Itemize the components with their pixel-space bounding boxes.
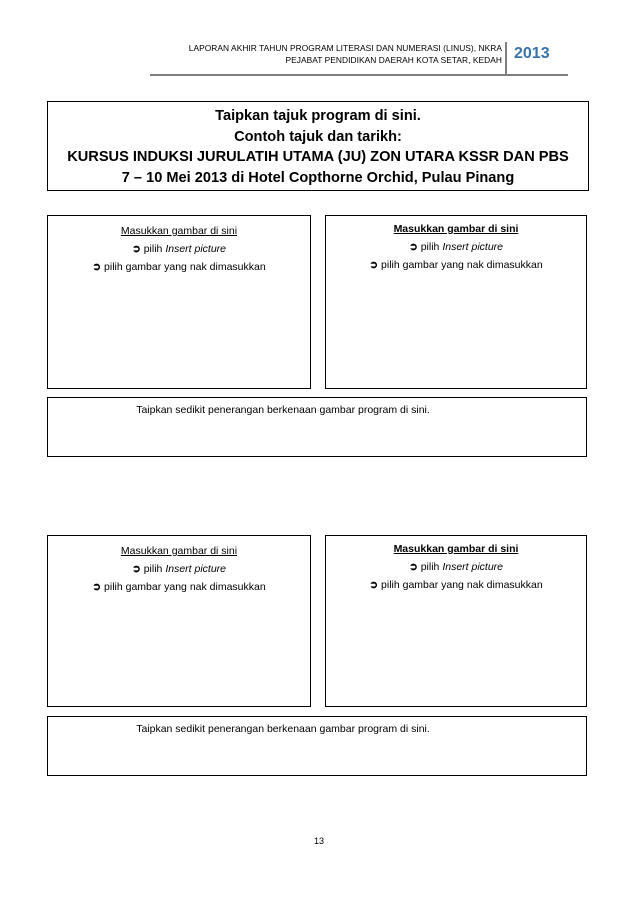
- header-text: [150, 42, 502, 66]
- image-placeholder-step-1: ➲ pilih Insert picture: [131, 563, 227, 575]
- description-box-2[interactable]: [47, 716, 587, 776]
- page-number: 13: [313, 836, 324, 846]
- image-placeholder-step-1: ➲ pilih Insert picture: [131, 243, 227, 255]
- description-text: Taipkan sedikit penerangan berkenaan gambar program di sini.: [136, 723, 430, 735]
- title-line-4: 7 – 10 Mei 2013 di Hotel Copthorne Orchid, Pulau Pinang: [121, 169, 515, 186]
- image-placeholder-title: Masukkan gambar di sini: [120, 225, 238, 237]
- arrow-icon: ➲: [369, 259, 379, 271]
- arrow-icon: ➲: [408, 241, 418, 253]
- image-placeholder-1[interactable]: [47, 215, 311, 389]
- arrow-icon: ➲: [92, 581, 102, 593]
- description-box-1[interactable]: [47, 397, 587, 457]
- image-placeholder-step-2: ➲ pilih gambar yang nak dimasukkan: [92, 261, 266, 273]
- image-placeholder-step-2: ➲ pilih gambar yang nak dimasukkan: [369, 259, 543, 271]
- header-divider: [505, 42, 507, 76]
- title-line-3: KURSUS INDUKSI JURULATIH UTAMA (JU) ZON UTARA KSSR DAN PBS: [67, 149, 569, 165]
- arrow-icon: ➲: [92, 261, 102, 273]
- arrow-icon: ➲: [408, 561, 418, 573]
- image-placeholder-title: Masukkan gambar di sini: [120, 545, 238, 557]
- header-year: 2013: [514, 45, 550, 62]
- image-placeholder-title: Masukkan gambar di sini: [393, 543, 519, 555]
- title-line-1: Taipkan tajuk program di sini.: [215, 108, 421, 124]
- image-placeholder-step-2: ➲ pilih gambar yang nak dimasukkan: [369, 579, 543, 591]
- description-text: Taipkan sedikit penerangan berkenaan gambar program di sini.: [136, 404, 430, 416]
- image-placeholder-3[interactable]: [47, 535, 311, 707]
- image-placeholder-step-1: ➲ pilih Insert picture: [408, 241, 504, 253]
- title-line-2: Contoh tajuk dan tarikh:: [234, 128, 402, 145]
- page-header: [150, 42, 568, 76]
- image-placeholder-step-2: ➲ pilih gambar yang nak dimasukkan: [92, 581, 266, 593]
- header-line-1: LAPORAN AKHIR TAHUN PROGRAM LITERASI DAN NUMERASI (LINUS), NKRA: [188, 43, 502, 53]
- image-placeholder-step-1: ➲ pilih Insert picture: [408, 561, 504, 573]
- image-placeholder-4[interactable]: [325, 535, 587, 707]
- arrow-icon: ➲: [131, 563, 141, 575]
- image-placeholder-2[interactable]: [325, 215, 587, 389]
- arrow-icon: ➲: [369, 579, 379, 591]
- arrow-icon: ➲: [131, 243, 141, 255]
- header-underline: [150, 74, 568, 76]
- header-line-2: PEJABAT PENDIDIKAN DAERAH KOTA SETAR, KEDAH: [285, 55, 502, 65]
- image-placeholder-title: Masukkan gambar di sini: [393, 223, 519, 235]
- program-title-box[interactable]: [47, 101, 589, 191]
